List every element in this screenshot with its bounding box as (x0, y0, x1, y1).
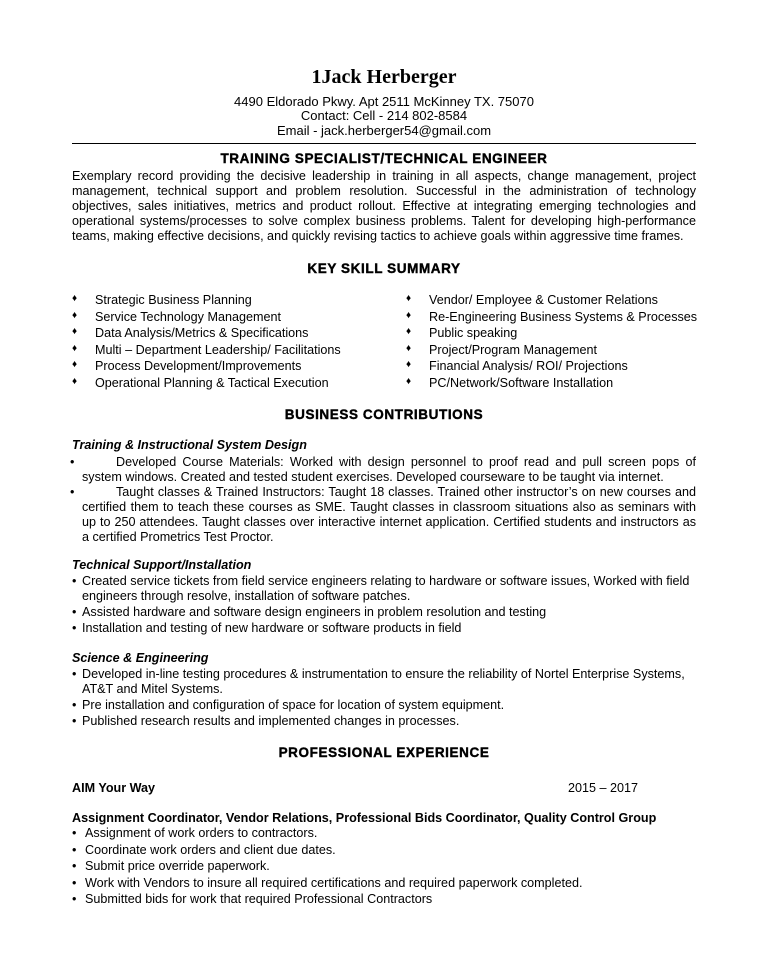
training-heading: Training & Instructional System Design (72, 438, 307, 452)
list-item: • Coordinate work orders and client due dates. (72, 842, 336, 857)
phone-line: Contact: Cell - 214 802-8584 (300, 108, 468, 123)
bullet-icon: • (72, 859, 77, 873)
support-list (72, 574, 696, 636)
diamond-bullet-icon: ♦ (406, 326, 412, 337)
training-list (72, 455, 696, 545)
header-divider (72, 143, 696, 144)
diamond-bullet-icon: ♦ (72, 375, 78, 387)
job-role: Assignment Coordinator, Vendor Relations, Professional Bids Coordinator, Quality Control Group (72, 811, 657, 825)
experience-title: PROFESSIONAL EXPERIENCE (278, 745, 490, 760)
list-item: • Submitted bids for work that required Professional Contractors (72, 892, 433, 906)
bullet-icon: • (72, 605, 77, 619)
bullet-icon: • (72, 621, 77, 635)
bullet-icon: • (72, 892, 77, 906)
list-item: • Assisted hardware and software design engineers in problem resolution and testing (72, 605, 547, 619)
diamond-bullet-icon: ♦ (406, 309, 412, 321)
list-item: • Installation and testing of new hardware or software products in field (72, 621, 462, 635)
diamond-bullet-icon: ♦ (72, 359, 78, 370)
bullet-icon: • (72, 714, 77, 728)
list-item: • Published research results and implemented changes in processes. (72, 714, 460, 728)
duties-list (72, 825, 696, 908)
diamond-bullet-icon: ♦ (406, 293, 412, 304)
candidate-name: 1Jack Herberger (311, 66, 457, 88)
job-header (72, 781, 638, 795)
address-line: 4490 Eldorado Pkwy. Apt 2511 McKinney TX. 75070 (234, 94, 534, 109)
diamond-bullet-icon: ♦ (72, 293, 78, 304)
diamond-bullet-icon: ♦ (406, 359, 412, 370)
email-line: Email - jack.herberger54@gmail.com (276, 123, 492, 138)
resume-page: 1Jack Herberger 4490 Eldorado Pkwy. Apt 2511 McKinney TX. 75070 Contact: Cell - 214 802-8584 Email - jack.herberger54@gmail.com TRAINING SPECIALIST/TECHNICAL ENGINEER Exemplary record providing the decisive leadership in training in all aspects, change management, project management, technical support and problem resolution. Successful in the administration of technology objectives, sales initiatives, metrics and product rollout. Effective at integrating emerging technologies and operational systems/processes to solve complex business problems. Talent for developing high-performance teams, making effective decisions, and quickly revising tactics to achieve goals within aggressive time frames. KEY SKILL SUMMARY ♦ Strategic Business Planning ♦ Service Technology Management ♦ Data Analysis/Metrics & Specifications ♦ Multi – Department Leadership/ Facilitations ♦ Process Development/Improvements ♦ Operational Planning & Tactical Execution ♦ Vendor/ Employee & Customer Relations ♦ Re-Engineering Business Systems & Processes ♦ Public speaking ♦ Project/Program Management ♦ Financial Analysis/ ROI/ Projections ♦ PC/Network/Software Installation BUSINESS CONTRIBUTIONS Training & Instructional System Design • Developed Course Materials: Worked with design personnel to proof read and pull screen pops of system windows. Created and tested student exercises. Developed courseware to be taught via internet. • Taught classes & Trained Instructors: Taught 18 classes. Trained other instructor’s on new courses and certified them to teach these courses as SME. Taught classes in classroom situations also as seminars with up to 250 attendees. Taught classes over interactive internet application. Certified students and instructors as a certified Prometrics Test Proctor. Technical Support/Installation • Created service tickets from field service engineers relating to hardware or software issues, Worked with field engineers through resolve, installation of software patches. • Assisted hardware and software design engineers in problem resolution and testing • Installation and testing of new hardware or software products in field Science & Engineering • Developed in-line testing procedures & instrumentation to ensure the reliability of Nortel Enterprise Systems, AT&T and Mitel Systems. • Pre installation and configuration of space for location of system equipment. • Published research results and implemented changes in processes. PROFESSIONAL EXPERIENCE AIM Your Way 2015 – 2017 Assignment Coordinator, Vendor Relations, Professional Bids Coordinator, Quality Control Group • Assignment of work orders to contractors. • Coordinate work orders and client due dates. • Submit price override paperwork. • Work with Vendors to insure all required certifications and required paperwork completed. • Submitted bids for work that required Professional Contractors (0, 0, 768, 967)
diamond-bullet-icon: ♦ (72, 326, 78, 337)
summary-title: TRAINING SPECIALIST/TECHNICAL ENGINEER (220, 151, 548, 166)
list-item: • Created service tickets from field service engineers relating to hardware or software issues, Worked with field engineers through resolve, installation of software patches. (72, 574, 690, 603)
support-heading: Technical Support/Installation (72, 558, 252, 572)
diamond-bullet-icon: ♦ (406, 342, 412, 354)
bullet-icon: • (70, 485, 75, 499)
diamond-bullet-icon: ♦ (406, 375, 412, 387)
list-item: • Submit price override paperwork. (72, 859, 270, 873)
bullet-icon: • (72, 875, 77, 890)
contributions-title: BUSINESS CONTRIBUTIONS (284, 407, 484, 422)
list-item: • Pre installation and configuration of space for location of system equipment. (72, 698, 505, 712)
list-item: • Developed Course Materials: Worked with design personnel to proof read and pull screen pops of system windows. Created and tested student exercises. Developed courseware to be taught via internet. (70, 455, 696, 484)
bullet-icon: • (72, 667, 77, 681)
science-heading: Science & Engineering (72, 651, 209, 665)
diamond-bullet-icon: ♦ (72, 342, 78, 354)
list-item: • Work with Vendors to insure all required certifications and required paperwork completed. (72, 875, 583, 890)
bullet-icon: • (72, 698, 77, 712)
bullet-icon: • (70, 455, 75, 469)
science-list (72, 667, 696, 729)
bullet-icon: • (72, 574, 77, 588)
list-item: • Developed in-line testing procedures & instrumentation to ensure the reliability of Nortel Enterprise Systems, AT&T and Mitel Systems. (72, 667, 685, 696)
job-dates: 2015 – 2017 (567, 781, 638, 795)
list-item: • Taught classes & Trained Instructors: Taught 18 classes. Trained other instructor’s on new courses and certified them to teach these courses as SME. Taught classes in classroom situations also as seminars with up to 250 attendees. Taught classes over interactive internet application. Certified students and instructors as a certified Prometrics Test Proctor. (70, 485, 696, 544)
diamond-bullet-icon: ♦ (72, 309, 78, 321)
company-name: AIM Your Way (72, 781, 156, 795)
bullet-icon: • (72, 826, 77, 840)
bullet-icon: • (72, 842, 77, 857)
skills-title: KEY SKILL SUMMARY (307, 261, 461, 276)
list-item: • Assignment of work orders to contractors. (72, 826, 318, 840)
summary-text: Exemplary record providing the decisive leadership in training in all aspects, change management, project management, technical support and problem resolution. Successful in the administration of technology objectives, sales initiatives, metrics and product rollout. Effective at integrating emerging technologies and operational systems/processes to solve complex business problems. Talent for developing high-performance teams, making effective decisions, and quickly revising tactics to achieve goals within aggressive time frames. (72, 169, 696, 243)
